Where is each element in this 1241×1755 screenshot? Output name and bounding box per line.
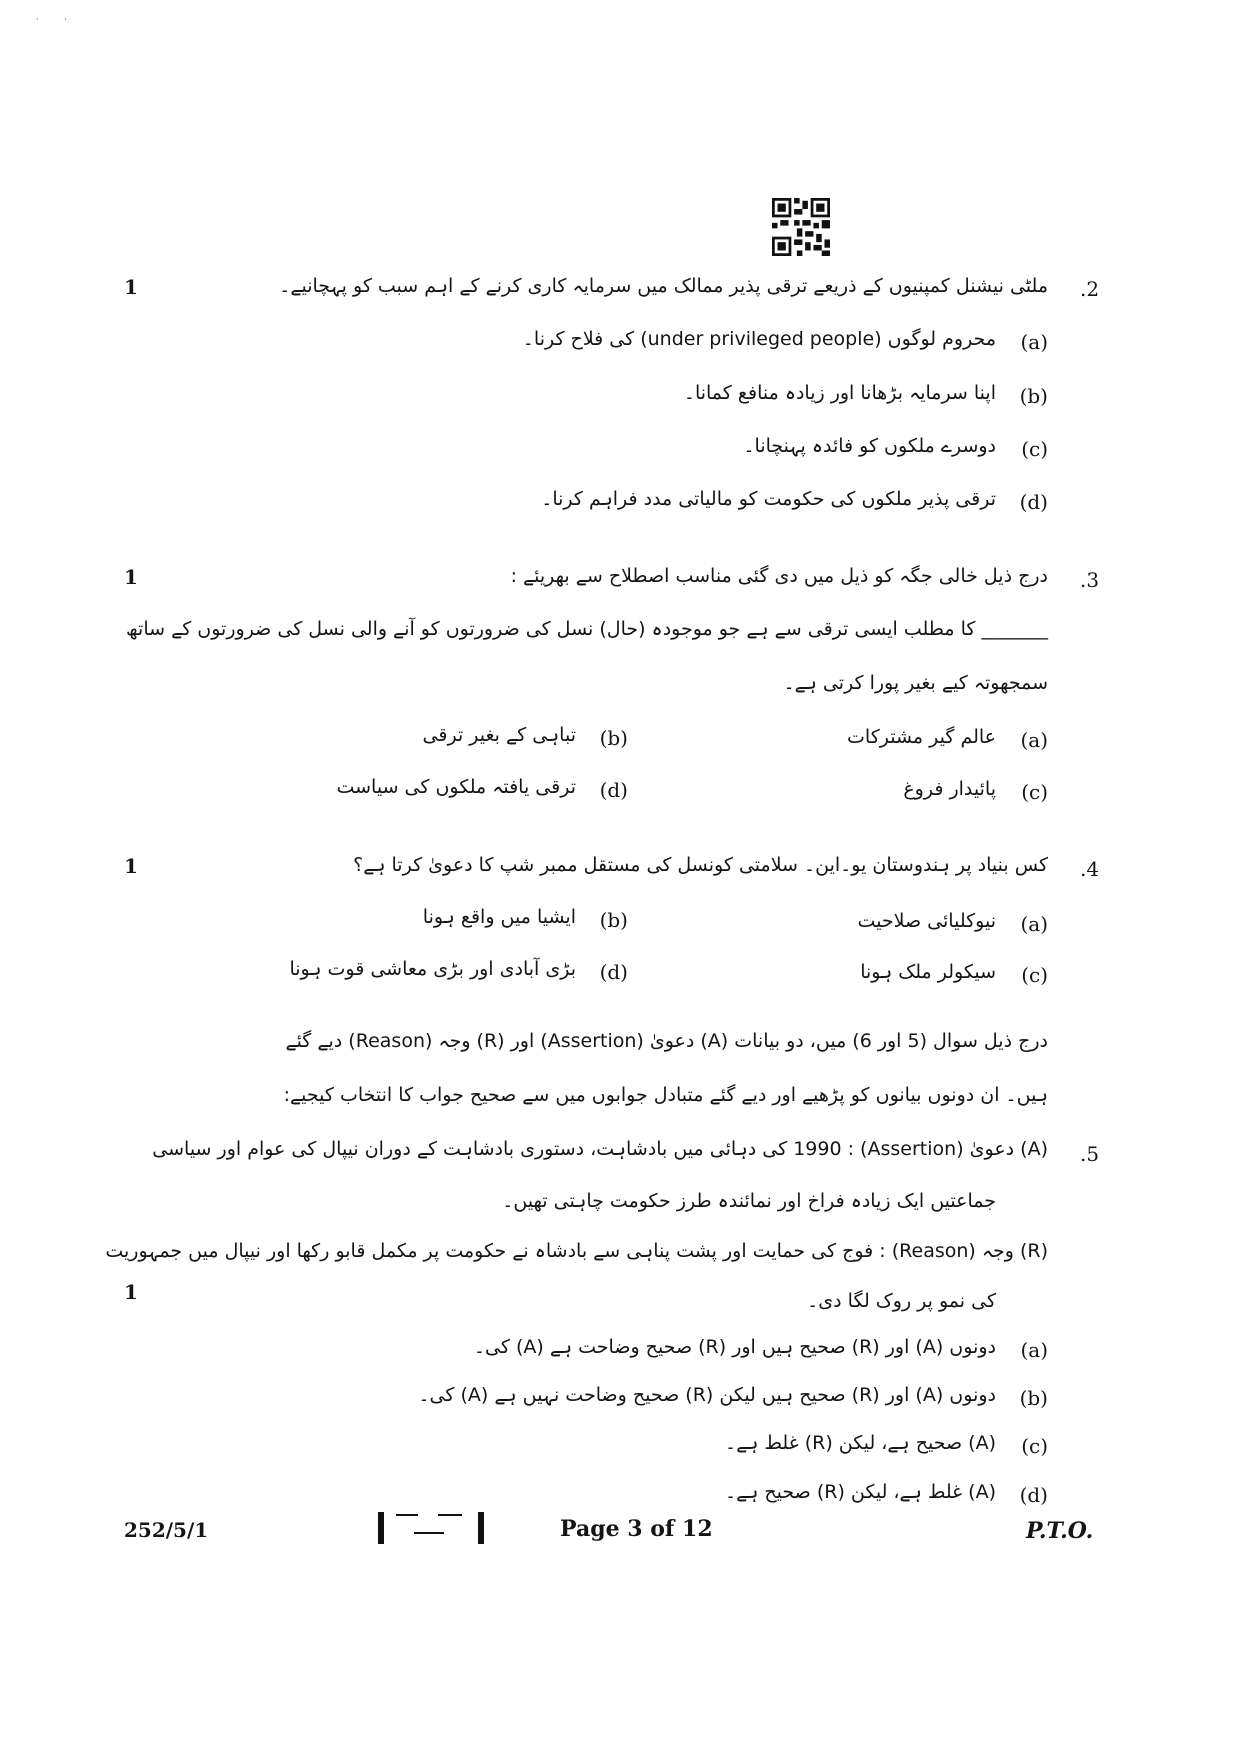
- q2-option-b-label: (b): [1019, 384, 1048, 408]
- q3-statement-line2: سمجھوتہ کیے بغیر پورا کرتی ہے۔: [783, 672, 1048, 694]
- q5-option-d-label: (d): [1019, 1483, 1048, 1507]
- q4-marks: 1: [124, 854, 138, 878]
- pto-label: P.T.O.: [1026, 1518, 1094, 1544]
- q2-option-a: محروم لوگوں (under privileged people) کی فلاح کرنا۔: [522, 328, 996, 350]
- q5-option-c: (A) صحیح ہے، لیکن (R) غلط ہے۔: [724, 1432, 996, 1454]
- q3-option-c: پائیدار فروغ: [903, 778, 996, 800]
- q4-number: .4: [1080, 857, 1100, 881]
- q3-option-d-label: (d): [599, 778, 628, 802]
- q4-option-a-label: (a): [1020, 912, 1048, 936]
- q2-option-d: ترقی پذیر ملکوں کی حکومت کو مالیاتی مدد فراہم کرنا۔: [541, 488, 996, 510]
- q5-option-a: دونوں (A) اور (R) صحیح ہیں اور (R) صحیح وضاحت ہے (A) کی۔: [473, 1336, 996, 1358]
- q3-option-b: تباہی کے بغیر ترقی: [422, 724, 576, 746]
- q4-question: کس بنیاد پر ہندوستان یو۔این۔ سلامتی کونسل کی مستقل ممبر شپ کا دعویٰ کرتا ہے؟: [353, 854, 1048, 876]
- q3-option-c-label: (c): [1021, 780, 1048, 804]
- q5-option-b-label: (b): [1019, 1386, 1048, 1410]
- q5-option-b: دونوں (A) اور (R) صحیح ہیں لیکن (R) صحیح وضاحت نہیں ہے (A) کی۔: [418, 1384, 996, 1406]
- q3-option-a-label: (a): [1020, 728, 1048, 752]
- scan-marks: ˈ ˈ: [36, 18, 67, 28]
- q4-option-b-label: (b): [599, 908, 628, 932]
- q3-option-d: ترقی یافتہ ملکوں کی سیاست: [336, 776, 576, 798]
- q5-number: .5: [1080, 1142, 1100, 1166]
- instruction-line1: درج ذیل سوال (5 اور 6) میں، دو بیانات (A) دعویٰ (Assertion) اور (R) وجہ (Reason) دیے گئے: [285, 1030, 1048, 1052]
- q2-marks: 1: [124, 275, 138, 299]
- q4-option-a: نیوکلیائی صلاحیت: [857, 910, 996, 932]
- q2-option-a-label: (a): [1020, 330, 1048, 354]
- q3-statement-line1: _______ کا مطلب ایسی ترقی سے ہے جو موجودہ (حال) نسل کی ضرورتوں کو آنے والی نسل کی ضرورتوں کے ساتھ: [126, 618, 1048, 640]
- q2-number: .2: [1080, 277, 1100, 301]
- q5-option-a-label: (a): [1020, 1338, 1048, 1362]
- q4-option-c: سیکولر ملک ہونا: [860, 961, 996, 983]
- q3-question: درج ذیل خالی جگہ کو ذیل میں دی گئی مناسب اصطلاح سے بھریئے :: [510, 565, 1048, 587]
- q4-option-d: بڑی آبادی اور بڑی معاشی قوت ہونا: [289, 958, 576, 980]
- q5-option-d: (A) غلط ہے، لیکن (R) صحیح ہے۔: [724, 1481, 996, 1503]
- q5-assertion-line1: (A) دعویٰ (Assertion) : 1990 کی دہائی میں بادشاہت، دستوری بادشاہت کے دوران نیپال کی عوام اور سیاسی: [152, 1138, 1048, 1160]
- q3-option-a: عالم گیر مشترکات: [847, 726, 996, 748]
- q3-marks: 1: [124, 565, 138, 589]
- q2-option-c: دوسرے ملکوں کو فائدہ پہنچانا۔: [743, 435, 996, 457]
- q2-question: ملٹی نیشنل کمپنیوں کے ذریعے ترقی پذیر ممالک میں سرمایہ کاری کرنے کے اہم سبب کو پہچانیے۔: [279, 275, 1048, 297]
- barcode-icon: [378, 1508, 486, 1546]
- q5-option-c-label: (c): [1021, 1434, 1048, 1458]
- q2-option-d-label: (d): [1019, 490, 1048, 514]
- q5-reason-line1: (R) وجہ (Reason) : فوج کی حمایت اور پشت پناہی سے بادشاہ نے حکومت پر مکمل قابو رکھا اور نیپال میں جمہوریت: [105, 1240, 1048, 1262]
- q2-option-c-label: (c): [1021, 437, 1048, 461]
- q3-number: .3: [1080, 568, 1100, 592]
- q3-option-b-label: (b): [599, 726, 628, 750]
- q2-option-b: اپنا سرمایہ بڑھانا اور زیادہ منافع کمانا۔: [683, 382, 996, 404]
- q5-assertion-line2: جماعتیں ایک زیادہ فراخ اور نمائندہ طرز حکومت چاہتی تھیں۔: [502, 1190, 996, 1212]
- qr-code-icon: [772, 198, 830, 256]
- paper-code: 252/5/1: [124, 1518, 209, 1542]
- q5-marks: 1: [124, 1280, 138, 1304]
- q4-option-c-label: (c): [1021, 963, 1048, 987]
- instruction-line2: ہیں۔ ان دونوں بیانوں کو پڑھیے اور دیے گئے متبادل جوابوں میں سے صحیح جواب کا انتخاب کیجیے:: [283, 1084, 1048, 1106]
- q4-option-b: ایشیا میں واقع ہونا: [422, 906, 576, 928]
- page-number: Page 3 of 12: [560, 1516, 713, 1542]
- q5-reason-line2: کی نمو پر روک لگا دی۔: [807, 1290, 996, 1312]
- q4-option-d-label: (d): [599, 960, 628, 984]
